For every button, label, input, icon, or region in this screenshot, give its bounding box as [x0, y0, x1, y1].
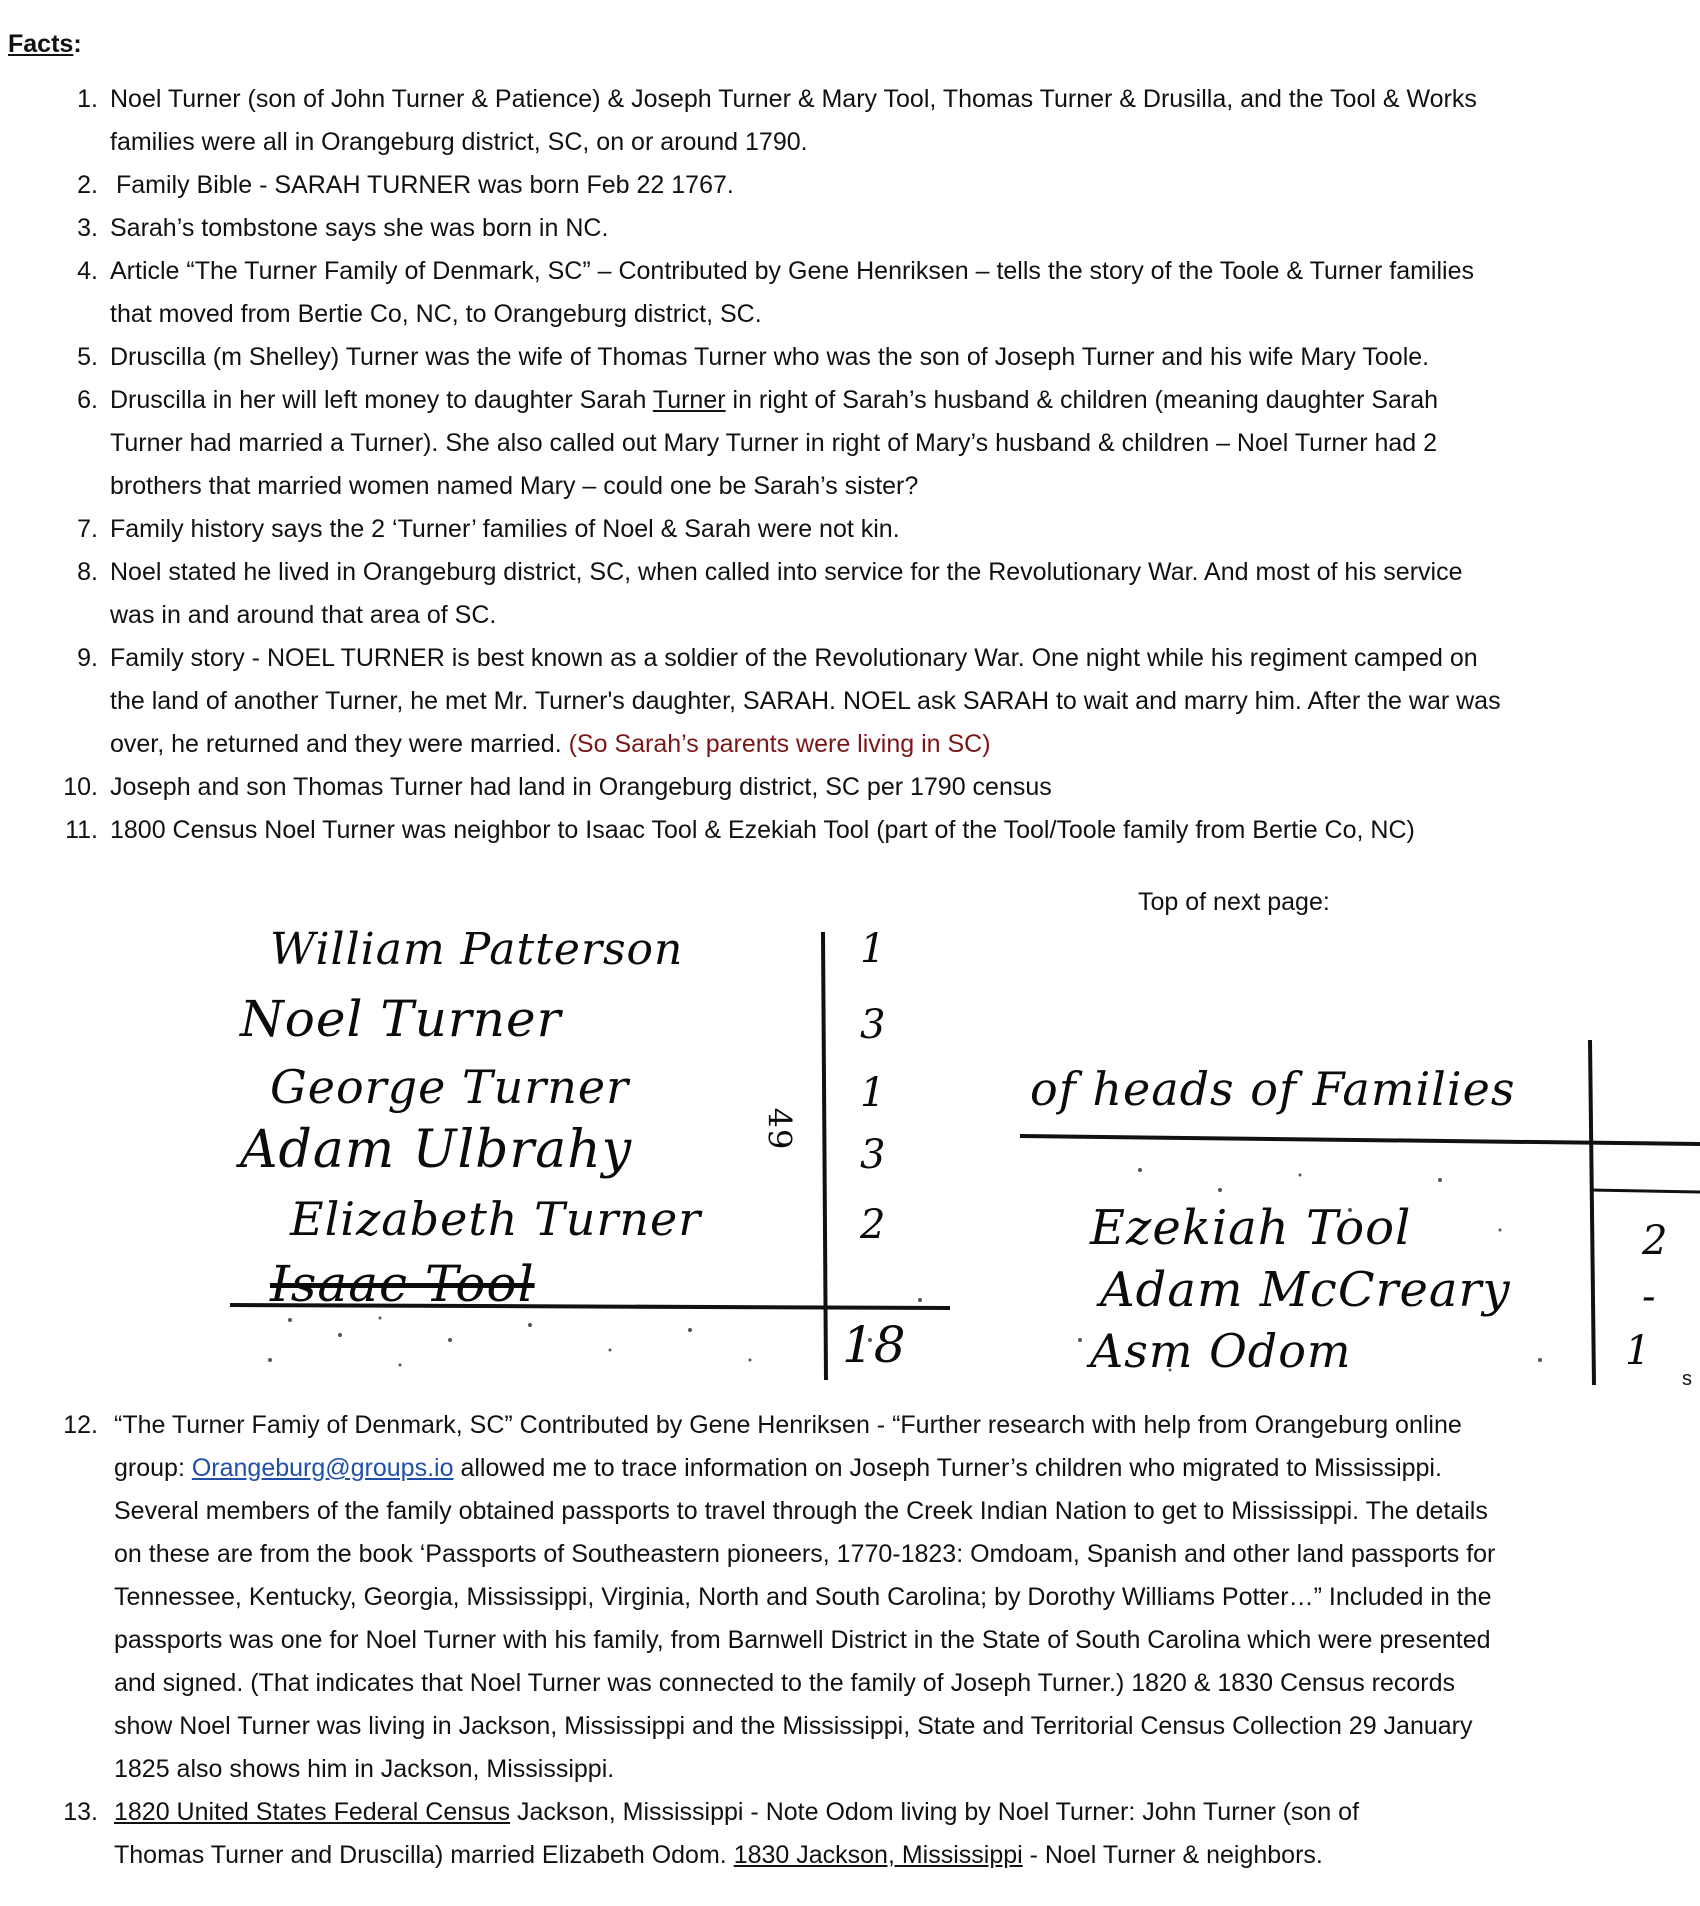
fact-line: Family Bible - SARAH TURNER was born Feb 22 1767.: [116, 171, 734, 199]
fact-line: Tennessee, Kentucky, Georgia, Mississippi, Virginia, North and South Carolina; by Dorothy Williams Potter…” Included in the: [114, 1583, 1492, 1611]
fact-number: 2.: [77, 171, 98, 199]
fact-line: on these are from the book ‘Passports of Southeastern pioneers, 1770-1823: Omdoam, Spanish and other land passports for: [114, 1540, 1496, 1568]
fact-item-10: [30, 766, 1690, 809]
census-name: Adam McCreary: [1100, 1262, 1511, 1318]
fact-line: Family history says the 2 ‘Turner’ families of Noel & Sarah were not kin.: [110, 515, 900, 543]
census-tally: 1: [860, 926, 886, 972]
facts-heading-text: Facts: [8, 30, 74, 58]
facts-list: [30, 78, 1690, 852]
facts-list-continued: [30, 1404, 1698, 1877]
census-tally: 3: [860, 1132, 886, 1178]
fact-line: Thomas Turner and Druscilla) married Elizabeth Odom.: [114, 1841, 734, 1869]
scan-mark: s: [1682, 1368, 1692, 1390]
census-header: of heads of Families: [1030, 1062, 1516, 1116]
fact-line: Joseph and son Thomas Turner had land in Orangeburg district, SC per 1790 census: [110, 773, 1052, 801]
fact-number: 12.: [63, 1411, 98, 1439]
fact-line: Druscilla (m Shelley) Turner was the wife of Thomas Turner who was the son of Joseph Turner and his wife Mary Toole.: [110, 343, 1430, 371]
fact-item-5: [30, 336, 1690, 379]
fact-line: Several members of the family obtained passports to travel through the Creek Indian Nation to get to Mississippi. The details: [114, 1497, 1488, 1525]
red-note: (So Sarah’s parents were living in SC): [568, 730, 991, 758]
fact-item-6: [30, 379, 1690, 508]
fact-line: “The Turner Famiy of Denmark, SC” Contributed by Gene Henriksen - “Further research with help from Orangeburg online: [114, 1411, 1462, 1439]
fact-item-2: [30, 164, 1690, 207]
fact-line: in right of Sarah’s husband & children (meaning daughter Sarah: [725, 386, 1439, 414]
fact-number: 7.: [77, 515, 98, 543]
fact-line: Sarah’s tombstone says she was born in NC.: [110, 214, 609, 242]
fact-line: Druscilla in her will left money to daughter Sarah: [110, 386, 653, 414]
fact-line: the land of another Turner, he met Mr. Turner's daughter, SARAH. NOEL ask SARAH to wait and marry him. After the war was: [110, 687, 1501, 715]
census-name: Noel Turner: [240, 990, 562, 1048]
fact-number: 8.: [77, 558, 98, 586]
fact-line: group:: [114, 1454, 192, 1482]
fact-line: Noel Turner (son of John Turner & Patience) & Joseph Turner & Mary Tool, Thomas Turner & Drusilla, and the Tool & Works: [110, 85, 1477, 113]
fact-line: families were all in Orangeburg district, SC, on or around 1790.: [110, 128, 808, 156]
fact-item-12: [30, 1404, 1698, 1791]
census-name: Adam Ulbrahy: [240, 1120, 633, 1180]
fact-line: and signed. (That indicates that Noel Turner was connected to the family of Joseph Turner.) 1820 & 1830 Census records: [114, 1669, 1456, 1697]
fact-line: 1800 Census Noel Turner was neighbor to Isaac Tool & Ezekiah Tool (part of the Tool/Toole family from Bertie Co, NC): [110, 816, 1415, 844]
fact-number: 10.: [63, 773, 98, 801]
census-tally: -: [1642, 1274, 1656, 1320]
fact-line: was in and around that area of SC.: [110, 601, 497, 629]
fact-number: 6.: [77, 386, 98, 414]
fact-line: Turner had married a Turner). She also called out Mary Turner in right of Mary’s husband & children – Noel Turner had 2: [110, 429, 1438, 457]
fact-number: 9.: [77, 644, 98, 672]
fact-line: that moved from Bertie Co, NC, to Orangeburg district, SC.: [110, 300, 762, 328]
fact-line: allowed me to trace information on Joseph Turner’s children who migrated to Mississippi.: [453, 1454, 1442, 1482]
fact-item-1: [30, 78, 1690, 164]
fact-item-7: [30, 508, 1690, 551]
fact-number: 13.: [63, 1798, 98, 1826]
orangeburg-email-link[interactable]: Orangeburg@groups.io: [191, 1454, 454, 1482]
census-tally: 1: [860, 1070, 886, 1116]
census-total: 18: [842, 1316, 906, 1374]
census-name: Elizabeth Turner: [290, 1192, 702, 1246]
census-tally: 3: [860, 1002, 886, 1048]
census-tally: 2: [1642, 1218, 1668, 1264]
fact-line: brothers that married women named Mary – could one be Sarah’s sister?: [110, 472, 919, 500]
census-scan-left: [230, 920, 950, 1385]
fact-number: 11.: [65, 816, 98, 844]
fact-line: show Noel Turner was living in Jackson, Mississippi and the Mississippi, State and Territorial Census Collection 29 January: [114, 1712, 1473, 1740]
fact-number: 4.: [77, 257, 98, 285]
fact-line: Article “The Turner Family of Denmark, SC” – Contributed by Gene Henriksen – tells the story of the Toole & Turner families: [110, 257, 1474, 285]
page-number: 49: [760, 1107, 799, 1151]
fact-line: - Noel Turner & neighbors.: [1022, 1841, 1323, 1869]
census-name: George Turner: [270, 1060, 630, 1114]
fact-line: Noel stated he lived in Orangeburg district, SC, when called into service for the Revolutionary War. And most of his service: [110, 558, 1463, 586]
census-reference-1820[interactable]: 1820 United States Federal Census: [114, 1798, 511, 1826]
fact-item-3: [30, 207, 1690, 250]
fact-number: 1.: [77, 85, 98, 113]
fact-line: passports was one for Noel Turner with his family, from Barnwell District in the State of South Carolina which were presented: [114, 1626, 1491, 1654]
census-scan-right: [1020, 1040, 1700, 1385]
fact-item-8: [30, 551, 1690, 637]
fact-number: 3.: [77, 214, 98, 242]
facts-heading: Facts:: [8, 30, 82, 58]
census-name: Asm Odom: [1090, 1324, 1352, 1378]
fact-item-4: [30, 250, 1690, 336]
fact-number: 5.: [77, 343, 98, 371]
census-tally: 2: [860, 1202, 886, 1248]
census-tally: 1: [1625, 1328, 1651, 1374]
census-name: Isaac Tool: [270, 1255, 535, 1313]
fact-line: Jackson, Mississippi - Note Odom living by Noel Turner: John Turner (son of: [510, 1798, 1360, 1826]
fact-item-9: [30, 637, 1690, 766]
census-name: William Patterson: [270, 924, 684, 975]
fact-line: Family story - NOEL TURNER is best known as a soldier of the Revolutionary War. One night while his regiment camped on: [110, 644, 1478, 672]
census-reference-1830[interactable]: 1830 Jackson, Mississippi: [733, 1841, 1023, 1869]
fact-line: over, he returned and they were married.: [110, 730, 569, 758]
fact-item-11: [30, 809, 1690, 852]
fact-item-13: [30, 1791, 1698, 1877]
underlined-word: Turner: [652, 386, 726, 414]
census-name: Ezekiah Tool: [1090, 1200, 1412, 1256]
next-page-caption: Top of next page:: [1138, 888, 1330, 916]
fact-line: 1825 also shows him in Jackson, Mississippi.: [114, 1755, 615, 1783]
